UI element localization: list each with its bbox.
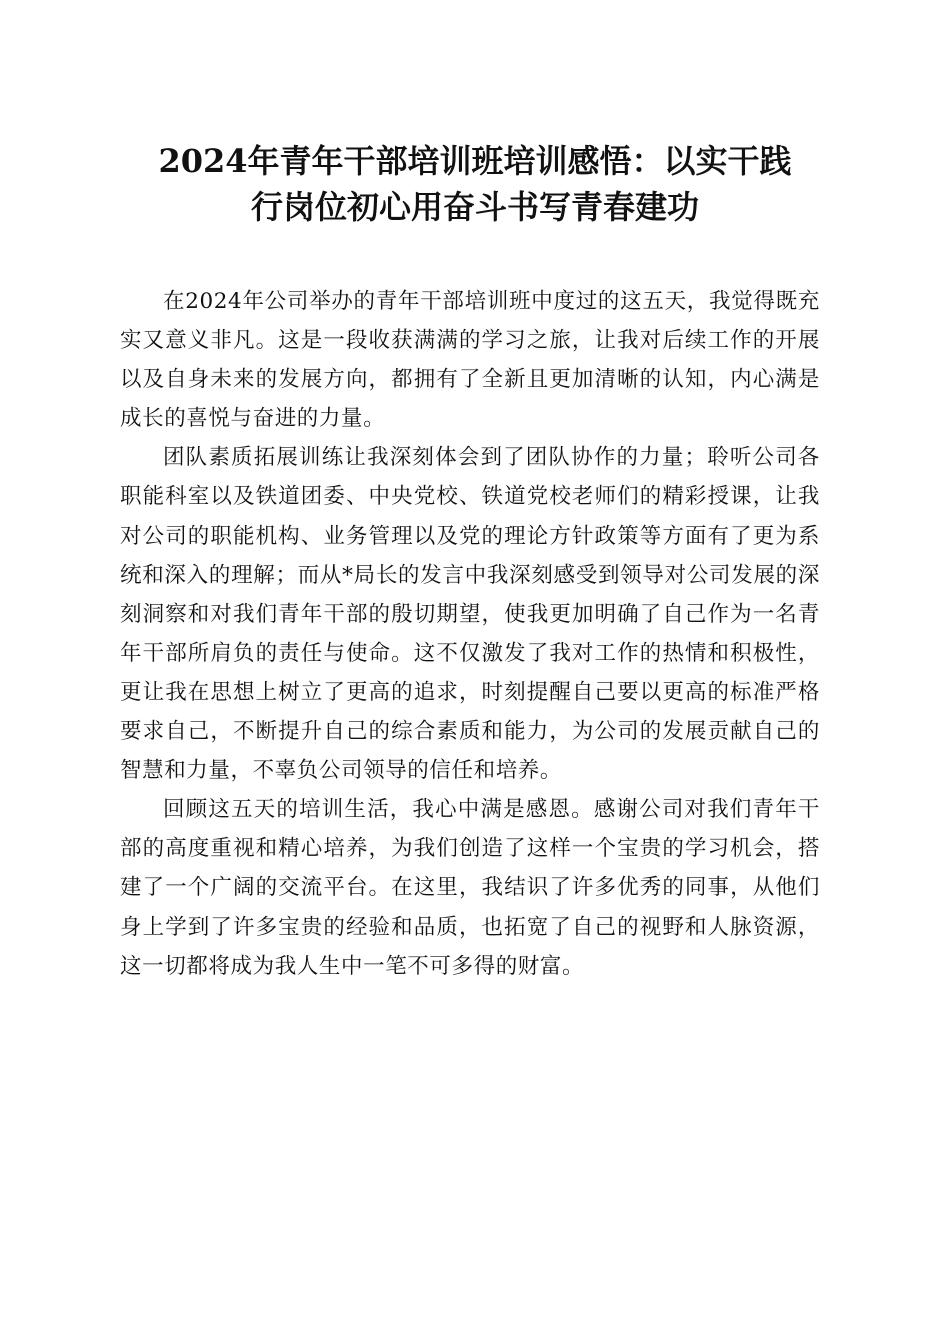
paragraph-2: 团队素质拓展训练让我深刻体会到了团队协作的力量；聆听公司各职能科室以及铁道团委、中央党校、铁道党校老师们的精彩授课，让我对公司的职能机构、业务管理以及党的理论方针政策等方面有了更为系统和深入的理解；而从*局长的发言中我深刻感受到领导对公司发展的深刻洞察和对我们青年干部的殷切期望，使我更加明确了自己作为一名青年干部所肩负的责任与使命。这不仅激发了我对工作的热情和积极性，更让我在思想上树立了更高的追求，时刻提醒自己要以更高的标准严格要求自己，不断提升自己的综合素质和能力，为公司的发展贡献自己的智慧和力量，不辜负公司领导的信任和培养。 [120, 445, 820, 784]
document-body [120, 282, 820, 986]
title-line-2: 行岗位初心用奋斗书写青春建功 [250, 188, 699, 226]
paragraph-3: 回顾这五天的培训生活，我心中满是感恩。感谢公司对我们青年干部的高度重视和精心培养，为我们创造了这样一个宝贵的学习机会，搭建了一个广阔的交流平台。在这里，我结识了许多优秀的同事，从他们身上学到了许多宝贵的经验和品质，也拓宽了自己的视野和人脉资源，这一切都将成为我人生中一笔不可多得的财富。 [120, 797, 820, 979]
document-title [100, 138, 850, 230]
paragraph-1: 在2024年公司举办的青年干部培训班中度过的这五天，我觉得既充实又意义非凡。这是一段收获满满的学习之旅，让我对后续工作的开展以及自身未来的发展方向，都拥有了全新且更加清晰的认知，内心满是成长的喜悦与奋进的力量。 [120, 289, 820, 432]
title-line-1: 2024年青年干部培训班培训感悟：以实干践 [158, 142, 792, 180]
